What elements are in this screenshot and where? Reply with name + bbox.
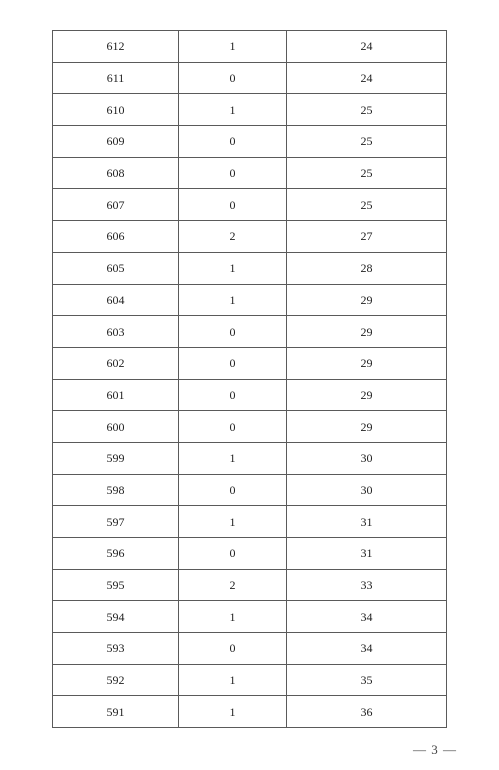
score-cell: 596 [53,538,179,570]
table-row [53,62,447,94]
cumulative-cell: 29 [287,284,447,316]
count-cell: 0 [179,538,287,570]
count-cell: 1 [179,442,287,474]
count-cell: 0 [179,316,287,348]
table-row [53,411,447,443]
score-cell: 611 [53,62,179,94]
cumulative-cell: 27 [287,221,447,253]
page-number: — 3 — [413,742,457,757]
table-row [53,633,447,665]
cumulative-cell: 30 [287,474,447,506]
cumulative-cell: 25 [287,126,447,158]
table-row [53,284,447,316]
table-row [53,126,447,158]
count-cell: 0 [179,474,287,506]
count-cell: 0 [179,157,287,189]
score-cell: 605 [53,252,179,284]
table-row [53,474,447,506]
score-cell: 594 [53,601,179,633]
score-cell: 601 [53,379,179,411]
cumulative-cell: 30 [287,442,447,474]
cumulative-cell: 31 [287,506,447,538]
count-cell: 2 [179,569,287,601]
count-cell: 0 [179,189,287,221]
score-cell: 607 [53,189,179,221]
table-row [53,221,447,253]
cumulative-cell: 36 [287,696,447,728]
cumulative-cell: 24 [287,31,447,63]
score-cell: 602 [53,347,179,379]
count-cell: 0 [179,633,287,665]
table-row [53,664,447,696]
count-cell: 1 [179,31,287,63]
cumulative-cell: 29 [287,379,447,411]
score-cell: 591 [53,696,179,728]
table-row [53,442,447,474]
cumulative-cell: 24 [287,62,447,94]
count-cell: 2 [179,221,287,253]
score-cell: 595 [53,569,179,601]
count-cell: 0 [179,62,287,94]
table-row [53,379,447,411]
count-cell: 1 [179,284,287,316]
score-cell: 600 [53,411,179,443]
table-row [53,157,447,189]
score-cell: 612 [53,31,179,63]
cumulative-cell: 28 [287,252,447,284]
cumulative-cell: 31 [287,538,447,570]
table-row [53,189,447,221]
table-row [53,31,447,63]
score-cell: 603 [53,316,179,348]
count-cell: 0 [179,411,287,443]
count-cell: 0 [179,126,287,158]
score-cell: 606 [53,221,179,253]
score-cell: 604 [53,284,179,316]
cumulative-cell: 29 [287,347,447,379]
score-cell: 598 [53,474,179,506]
count-cell: 1 [179,664,287,696]
count-cell: 1 [179,252,287,284]
cumulative-cell: 29 [287,411,447,443]
score-cell: 592 [53,664,179,696]
count-cell: 1 [179,696,287,728]
count-cell: 0 [179,347,287,379]
table-row [53,252,447,284]
count-cell: 1 [179,94,287,126]
score-cell: 610 [53,94,179,126]
table-row [53,538,447,570]
count-cell: 1 [179,506,287,538]
table-row [53,696,447,728]
cumulative-cell: 34 [287,601,447,633]
score-table [52,30,447,728]
score-cell: 609 [53,126,179,158]
score-cell: 608 [53,157,179,189]
table-row [53,569,447,601]
table-row [53,347,447,379]
score-cell: 597 [53,506,179,538]
cumulative-cell: 25 [287,157,447,189]
cumulative-cell: 25 [287,94,447,126]
cumulative-cell: 29 [287,316,447,348]
cumulative-cell: 25 [287,189,447,221]
table-row [53,94,447,126]
table-row [53,506,447,538]
cumulative-cell: 35 [287,664,447,696]
table-row [53,316,447,348]
count-cell: 0 [179,379,287,411]
score-cell: 599 [53,442,179,474]
cumulative-cell: 34 [287,633,447,665]
score-cell: 593 [53,633,179,665]
table-row [53,601,447,633]
count-cell: 1 [179,601,287,633]
cumulative-cell: 33 [287,569,447,601]
